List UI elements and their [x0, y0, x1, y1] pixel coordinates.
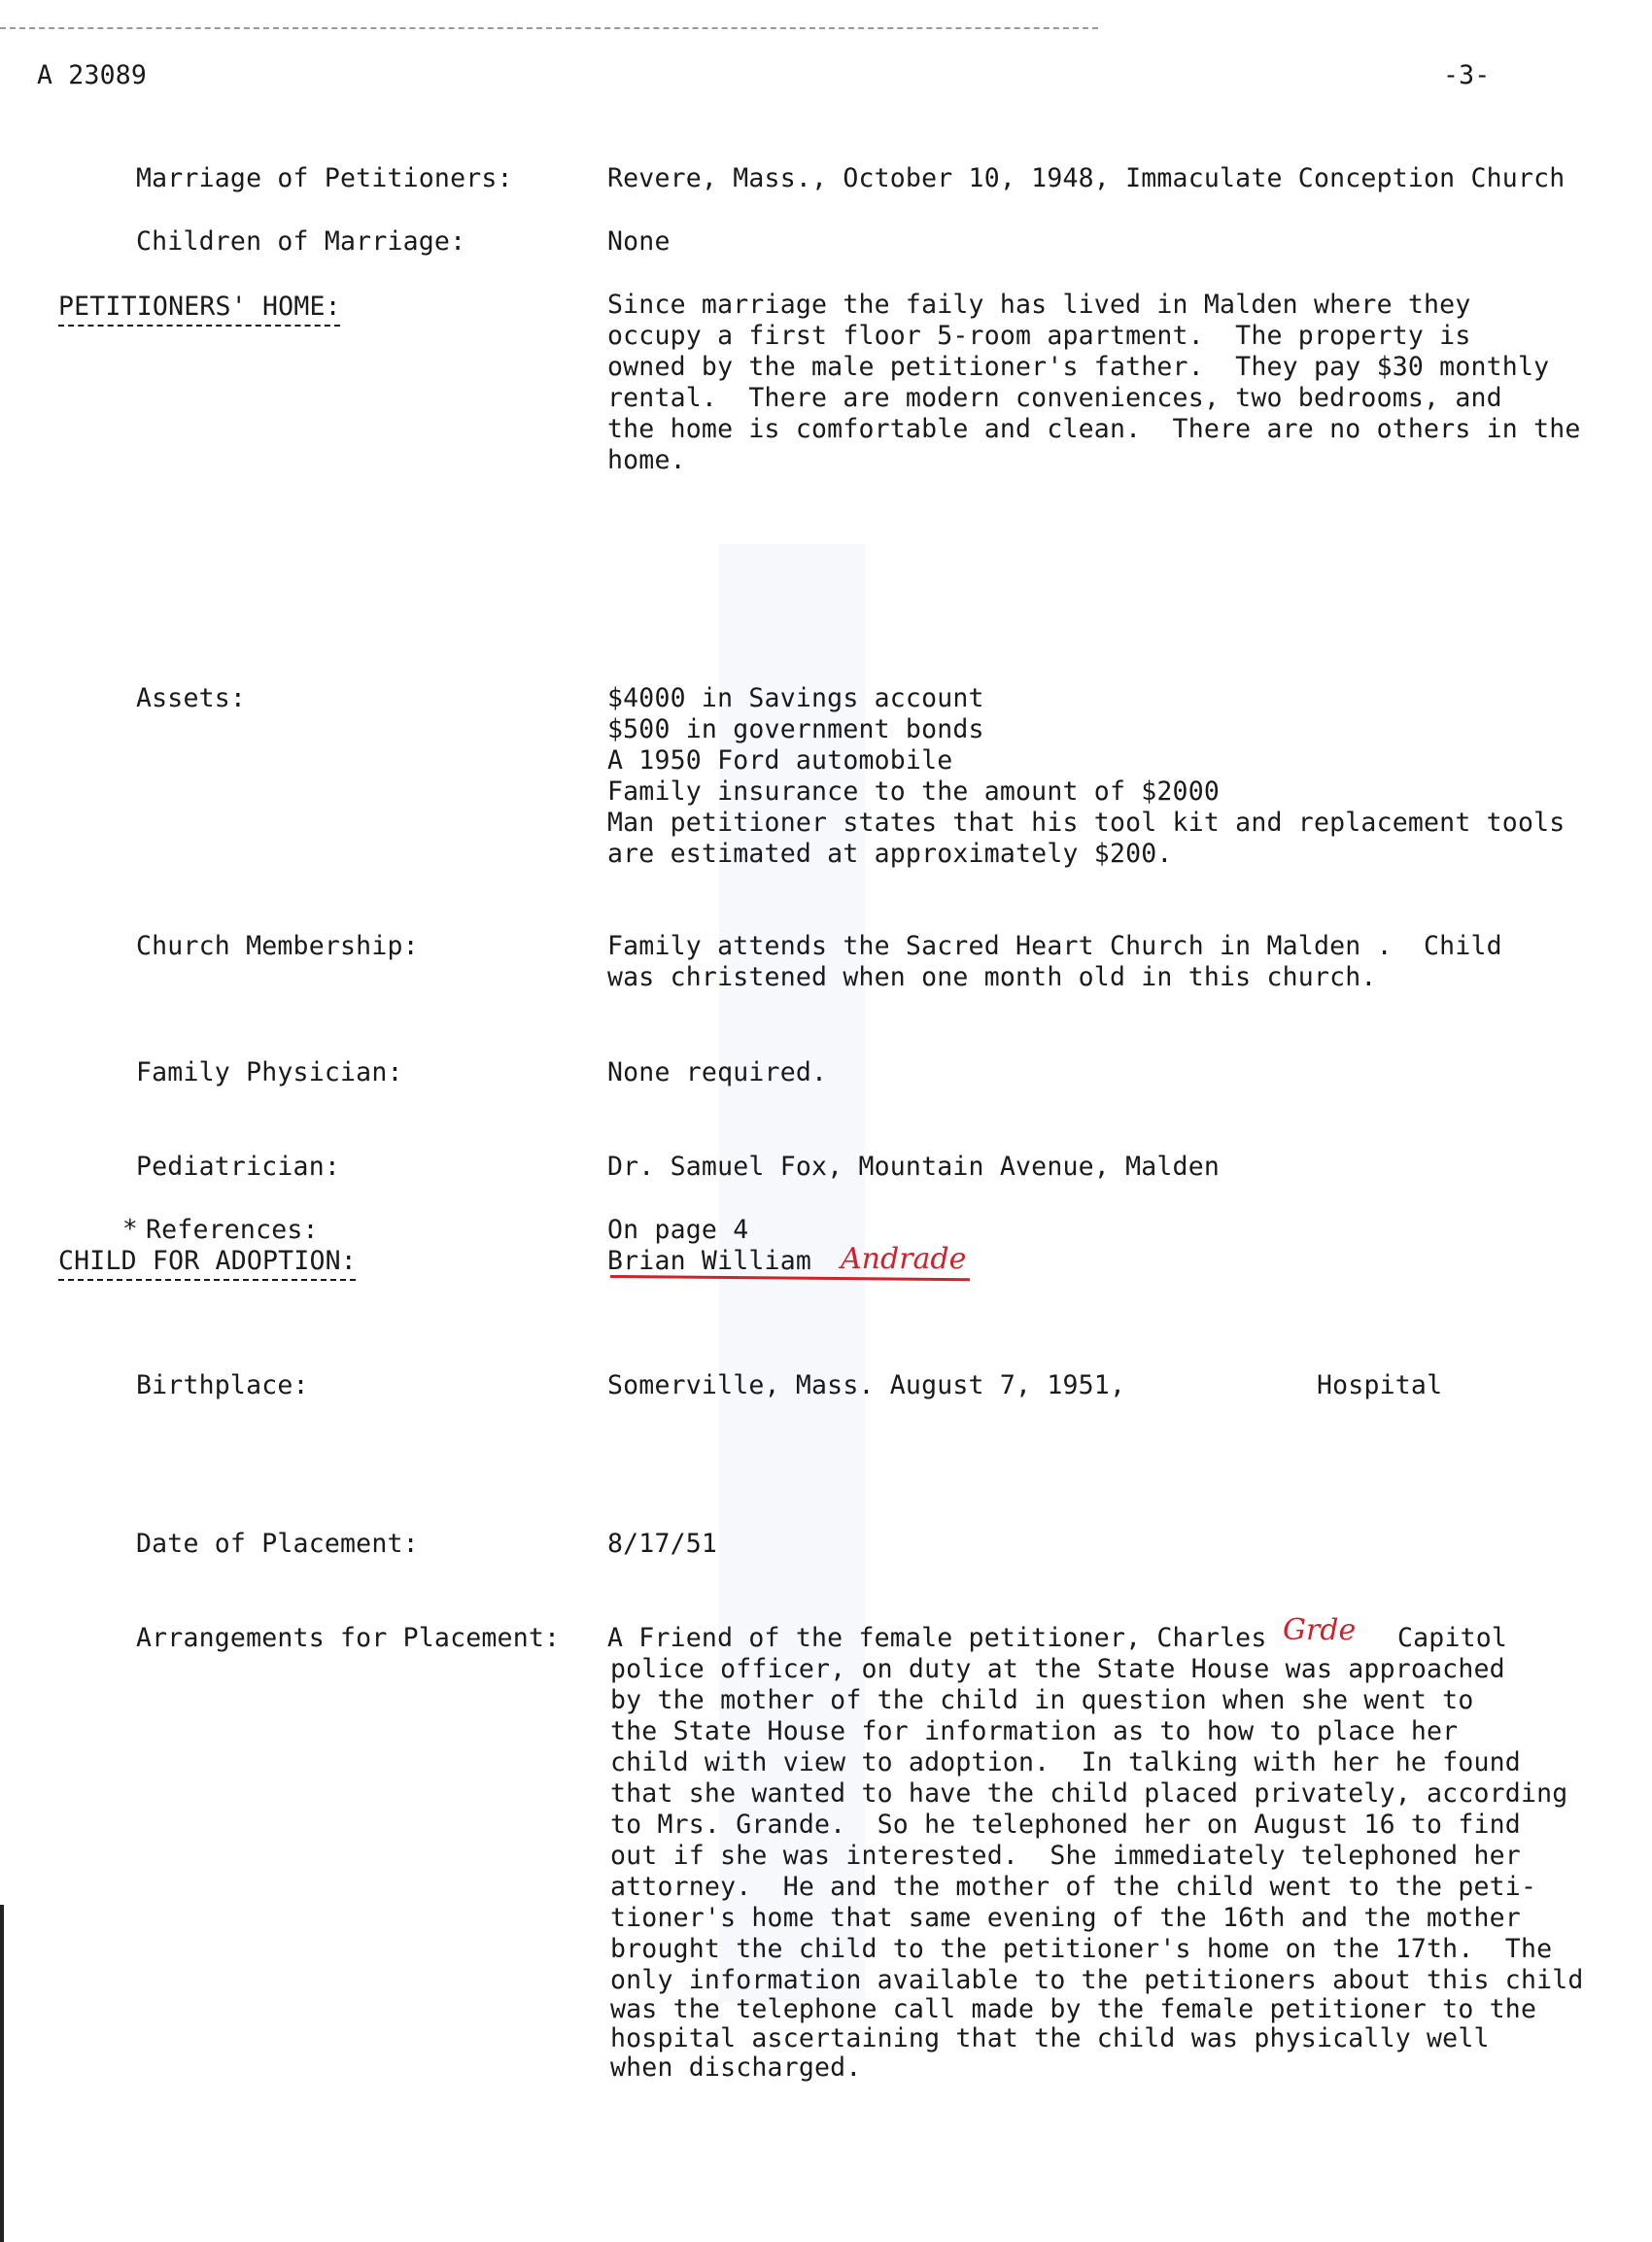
arrangements-line-end: Capitol — [1397, 1623, 1508, 1653]
handwritten-surname: Andrade — [841, 1242, 967, 1276]
children-label: Children of Marriage: — [136, 226, 466, 257]
arrangements-line: tioner's home that same evening of the 16th and the mother — [610, 1903, 1521, 1933]
assets-label: Assets: — [136, 683, 247, 713]
arrangements-line: was the telephone call made by the female petitioner to the — [610, 1994, 1537, 2024]
placement-date-value: 8/17/51 — [607, 1529, 718, 1559]
asset-line: Family insurance to the amount of $2000 — [607, 776, 1221, 807]
asset-line: $500 in government bonds — [607, 714, 984, 744]
top-border-line — [0, 27, 1098, 29]
home-line: home. — [607, 445, 686, 475]
church-line: was christened when one month old in this church. — [607, 962, 1377, 992]
home-line: Since marriage the faily has lived in Malden where they — [607, 290, 1471, 320]
arrangements-line: child with view to adoption. In talking with her he found — [610, 1747, 1521, 1777]
birthplace-label: Birthplace: — [136, 1370, 309, 1400]
file-number: A 23089 — [37, 60, 148, 90]
pediatrician-label: Pediatrician: — [136, 1152, 341, 1182]
arrangements-line: police officer, on duty at the State House was approached — [610, 1654, 1505, 1684]
arrangements-line: that she wanted to have the child placed privately, according — [610, 1778, 1568, 1809]
child-name: Brian William — [607, 1246, 812, 1276]
arrangements-line-start: A Friend of the female petitioner, Charles — [607, 1623, 1267, 1653]
arrangements-label: Arrangements for Placement: — [136, 1623, 561, 1653]
arrangements-line: the State House for information as to how to place her — [610, 1716, 1459, 1746]
church-label: Church Membership: — [136, 931, 419, 961]
asset-line: are estimated at approximately $200. — [607, 839, 1173, 869]
children-value: None — [607, 226, 671, 257]
physician-value: None required. — [607, 1057, 828, 1087]
asset-line: Man petitioner states that his tool kit and replacement tools — [607, 808, 1566, 838]
page-number: -3- — [1443, 60, 1491, 90]
arrangements-line: only information available to the petitioners about this child — [610, 1965, 1584, 1995]
asset-line: A 1950 Ford automobile — [607, 745, 953, 776]
handwritten-name: Grde — [1283, 1613, 1357, 1647]
marriage-value: Revere, Mass., October 10, 1948, Immaculate Conception Church — [607, 163, 1566, 193]
pediatrician-value: Dr. Samuel Fox, Mountain Avenue, Malden — [607, 1152, 1221, 1182]
arrangements-line: when discharged. — [610, 2052, 862, 2083]
arrangements-line: by the mother of the child in question when she went to — [610, 1685, 1474, 1715]
physician-label: Family Physician: — [136, 1057, 403, 1087]
arrangements-line: attorney. He and the mother of the child went to the peti- — [610, 1872, 1537, 1902]
arrangements-line: out if she was interested. She immediately telephoned her — [610, 1841, 1521, 1871]
home-line: occupy a first floor 5-room apartment. The property is — [607, 321, 1471, 351]
placement-date-label: Date of Placement: — [136, 1529, 419, 1559]
references-label: References: — [146, 1215, 319, 1245]
child-heading: CHILD FOR ADOPTION: — [58, 1246, 357, 1276]
asset-line: $4000 in Savings account — [607, 683, 984, 713]
arrangements-line: brought the child to the petitioner's home on the 17th. The — [610, 1934, 1553, 1964]
scan-edge-bar — [0, 1905, 4, 2242]
arrangements-line: to Mrs. Grande. So he telephoned her on August 16 to find — [610, 1810, 1521, 1840]
home-line: owned by the male petitioner's father. They pay $30 monthly — [607, 352, 1550, 382]
arrangements-line: hospital ascertaining that the child was physically well — [610, 2023, 1490, 2053]
home-line: rental. There are modern conveniences, two bedrooms, and — [607, 383, 1502, 413]
church-line: Family attends the Sacred Heart Church in Malden . Child — [607, 931, 1502, 961]
birthplace-value: Somerville, Mass. August 7, 1951, — [607, 1370, 1126, 1400]
birth-hospital: Hospital — [1317, 1370, 1443, 1400]
home-line: the home is comfortable and clean. There are no others in the — [607, 414, 1581, 444]
marriage-label: Marriage of Petitioners: — [136, 163, 513, 193]
home-heading: PETITIONERS' HOME: — [58, 292, 341, 322]
asterisk-mark: * — [122, 1215, 138, 1244]
references-value: On page 4 — [607, 1215, 749, 1245]
